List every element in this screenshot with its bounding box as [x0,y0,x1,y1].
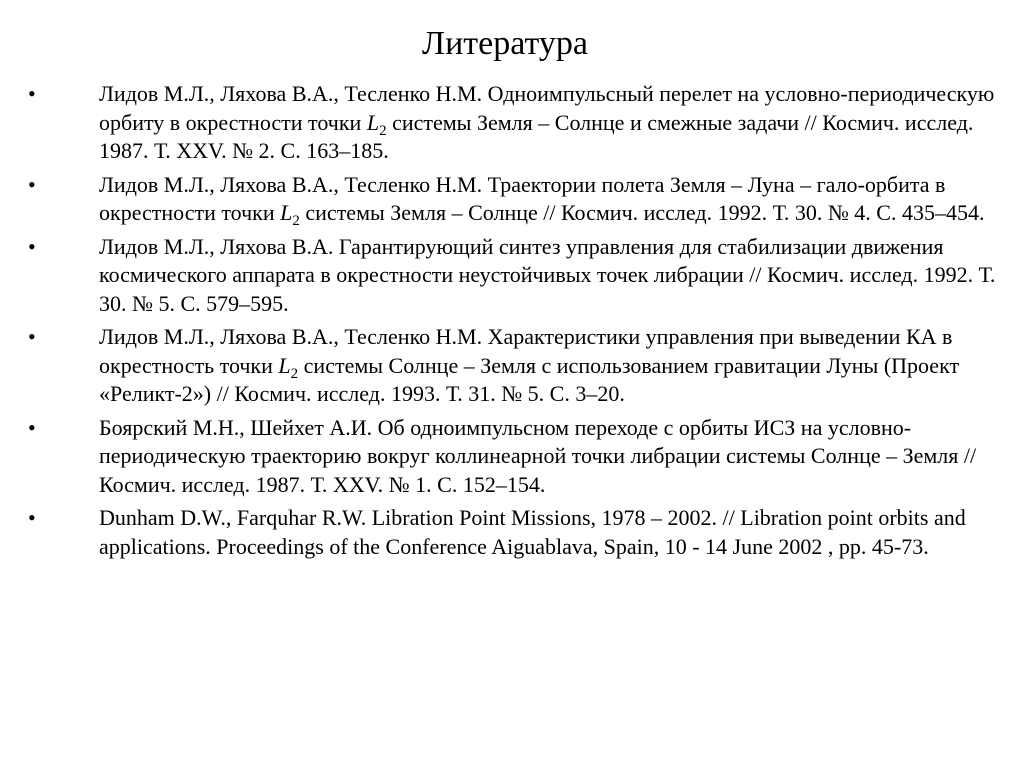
reference-text-part: Боярский М.Н., Шейхет А.И. Об одноимпульсном переходе с орбиты ИСЗ на условно-периодическую траекторию вокруг коллинеарной точки либрации системы Солнце – Земля // Космич. исслед. 1987. Т. XXV. № 1. С. 152–154. [99,414,977,497]
reference-text-part: Dunham D.W., Farquhar R.W. Libration Point Missions, 1978 – 2002. // Libration point orbits and applications. Proceedings of the Conference Aiguablava, Spain, 10 - 14 June 2002 , pp. 45-73. [99,505,966,559]
reference-text-part: Лидов М.Л., Ляхова В.А., Тесленко Н.М. Траектории полета Земля – Луна – гало-орбита в окрестности точки [99,171,946,225]
libration-point-symbol: L [280,200,293,225]
reference-text-part: Лидов М.Л., Ляхова В.А. Гарантирующий синтез управления для стабилизации движения космического аппарата в окрестности неустойчивых точек либрации // Космич. исслед. 1992. Т. 30. № 5. С. 579–595. [99,233,996,316]
reference-text [99,504,1003,561]
reference-text-part: Лидов М.Л., Ляхова В.А., Тесленко Н.М. Характеристики управления при выведении КА в окрестность точки [99,324,953,378]
reference-text [99,80,1003,166]
libration-point-subscript: 2 [379,122,387,139]
reference-text [99,233,1003,319]
libration-point-symbol: L [278,352,291,378]
reference-text-part: системы Земля – Солнце // Космич. исслед. 1992. Т. 30. № 4. С. 435–454. [299,200,985,225]
slide-title: Литература [422,25,588,62]
libration-point-subscript: 2 [290,365,299,382]
libration-point-subscript: 2 [292,213,300,229]
reference-list [28,80,1003,566]
reference-item [28,323,1003,409]
bullet-icon: • [28,171,36,197]
reference-item [28,233,1003,319]
reference-text [99,171,1003,228]
reference-item [28,171,1003,228]
reference-text-part: системы Земля – Солнце и смежные задачи // Космич. исслед. 1987. Т. XXV. № 2. С. 163–185. [99,109,974,163]
reference-text-part: Лидов М.Л., Ляхова В.А., Тесленко Н.М. Одноимпульсный перелет на условно-периодическую орбиту в окрестности точки [99,81,995,135]
reference-item [28,80,1003,166]
bullet-icon: • [28,324,36,349]
reference-item [28,414,1003,500]
libration-point-symbol: L [366,109,380,135]
bullet-icon: • [28,81,36,106]
bullet-icon: • [28,505,36,530]
reference-text [99,323,1003,409]
bullet-icon: • [28,233,36,259]
reference-text [99,414,1003,500]
reference-text-part: системы Солнце – Земля с использованием гравитации Луны (Проект «Реликт-2») // Космич. исслед. 1993. Т. 31. № 5. С. 3–20. [99,352,960,406]
bullet-icon: • [28,414,36,440]
reference-item [28,504,1003,561]
